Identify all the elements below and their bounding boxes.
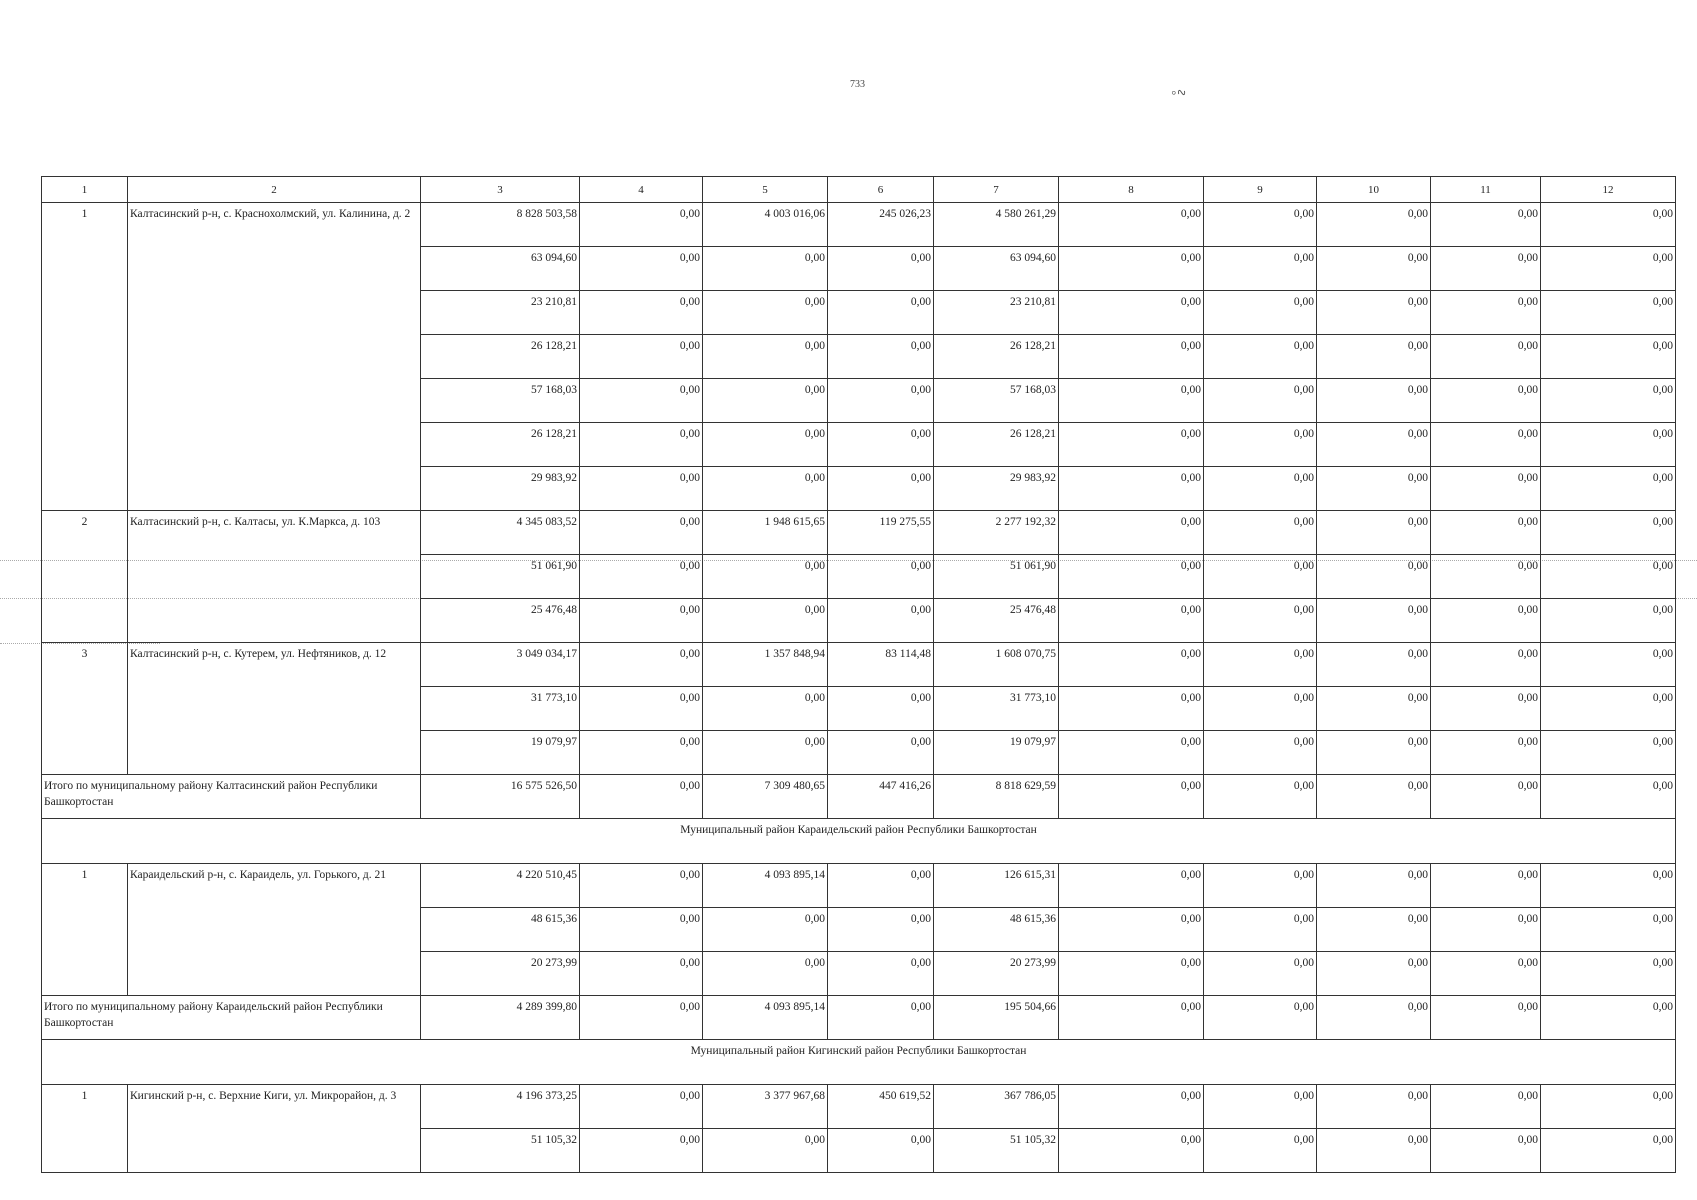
amount-cell: 0,00 xyxy=(1317,467,1431,511)
amount-cell: 31 773,10 xyxy=(934,687,1059,731)
amount-cell: 0,00 xyxy=(1431,1085,1541,1129)
amount-cell: 0,00 xyxy=(828,952,934,996)
amount-cell: 0,00 xyxy=(1059,1085,1204,1129)
amount-cell: 0,00 xyxy=(828,555,934,599)
amount-cell: 0,00 xyxy=(1317,423,1431,467)
amount-cell: 0,00 xyxy=(1431,423,1541,467)
amount-cell: 0,00 xyxy=(828,908,934,952)
amount-cell: 0,00 xyxy=(1204,864,1317,908)
amount-cell: 0,00 xyxy=(1317,379,1431,423)
column-header: 8 xyxy=(1059,177,1204,203)
amount-cell: 0,00 xyxy=(580,599,703,643)
amount-cell: 0,00 xyxy=(828,291,934,335)
amount-cell: 0,00 xyxy=(828,996,934,1040)
amount-cell: 0,00 xyxy=(1431,864,1541,908)
amount-cell: 0,00 xyxy=(1204,908,1317,952)
amount-cell: 119 275,55 xyxy=(828,511,934,555)
amount-cell: 0,00 xyxy=(1059,996,1204,1040)
column-header: 7 xyxy=(934,177,1059,203)
amount-cell: 0,00 xyxy=(1317,996,1431,1040)
amount-cell: 0,00 xyxy=(703,379,828,423)
amount-cell: 1 357 848,94 xyxy=(703,643,828,687)
column-header: 10 xyxy=(1317,177,1431,203)
amount-cell: 0,00 xyxy=(1204,291,1317,335)
amount-cell: 0,00 xyxy=(703,291,828,335)
amount-cell: 0,00 xyxy=(1541,1129,1676,1173)
amount-cell: 4 093 895,14 xyxy=(703,996,828,1040)
amount-cell: 0,00 xyxy=(1317,1085,1431,1129)
amount-cell: 0,00 xyxy=(828,379,934,423)
amount-cell: 0,00 xyxy=(1059,687,1204,731)
column-header: 9 xyxy=(1204,177,1317,203)
amount-cell: 0,00 xyxy=(1204,775,1317,819)
amount-cell: 0,00 xyxy=(1431,467,1541,511)
amount-cell: 447 416,26 xyxy=(828,775,934,819)
amount-cell: 0,00 xyxy=(1541,731,1676,775)
total-label: Итого по муниципальному району Калтасинский район Республики Башкортостан xyxy=(42,775,421,819)
amount-cell: 0,00 xyxy=(1541,467,1676,511)
table-row xyxy=(42,1085,1676,1129)
amount-cell: 0,00 xyxy=(1204,1129,1317,1173)
amount-cell: 51 061,90 xyxy=(421,555,580,599)
amount-cell: 0,00 xyxy=(1059,203,1204,247)
amount-cell: 26 128,21 xyxy=(934,423,1059,467)
amount-cell: 23 210,81 xyxy=(934,291,1059,335)
district-section-row xyxy=(42,819,1676,864)
amount-cell: 0,00 xyxy=(1204,555,1317,599)
amount-cell: 0,00 xyxy=(703,908,828,952)
amount-cell: 0,00 xyxy=(1541,335,1676,379)
amount-cell: 4 220 510,45 xyxy=(421,864,580,908)
amount-cell: 0,00 xyxy=(1059,247,1204,291)
amount-cell: 195 504,66 xyxy=(934,996,1059,1040)
amount-cell: 0,00 xyxy=(1541,555,1676,599)
amount-cell: 0,00 xyxy=(1204,996,1317,1040)
item-number: 1 xyxy=(42,203,128,511)
amount-cell: 0,00 xyxy=(1431,996,1541,1040)
amount-cell: 0,00 xyxy=(580,731,703,775)
amount-cell: 4 289 399,80 xyxy=(421,996,580,1040)
column-header: 5 xyxy=(703,177,828,203)
amount-cell: 0,00 xyxy=(1059,599,1204,643)
amount-cell: 0,00 xyxy=(580,952,703,996)
amount-cell: 0,00 xyxy=(1059,423,1204,467)
amount-cell: 1 948 615,65 xyxy=(703,511,828,555)
table-row xyxy=(42,203,1676,247)
column-header: 1 xyxy=(42,177,128,203)
amount-cell: 0,00 xyxy=(1541,599,1676,643)
amount-cell: 0,00 xyxy=(1541,247,1676,291)
item-number: 1 xyxy=(42,864,128,996)
column-header: 11 xyxy=(1431,177,1541,203)
district-section-title: Муниципальный район Кигинский район Республики Башкортостан xyxy=(42,1040,1676,1085)
amount-cell: 0,00 xyxy=(1059,731,1204,775)
amount-cell: 0,00 xyxy=(1204,687,1317,731)
amount-cell: 0,00 xyxy=(1431,291,1541,335)
table-row xyxy=(42,511,1676,555)
amount-cell: 0,00 xyxy=(828,687,934,731)
amount-cell: 0,00 xyxy=(1431,643,1541,687)
amount-cell: 0,00 xyxy=(1204,247,1317,291)
amount-cell: 4 345 083,52 xyxy=(421,511,580,555)
amount-cell: 19 079,97 xyxy=(934,731,1059,775)
district-section-title: Муниципальный район Караидельский район Республики Башкортостан xyxy=(42,819,1676,864)
amount-cell: 0,00 xyxy=(1431,555,1541,599)
building-address: Кигинский р-н, с. Верхние Киги, ул. Микрорайон, д. 3 xyxy=(128,1085,421,1173)
amount-cell: 0,00 xyxy=(1541,291,1676,335)
amount-cell: 0,00 xyxy=(1317,555,1431,599)
amount-cell: 0,00 xyxy=(1204,203,1317,247)
table-row xyxy=(42,643,1676,687)
amount-cell: 0,00 xyxy=(1317,511,1431,555)
amount-cell: 0,00 xyxy=(828,467,934,511)
amount-cell: 23 210,81 xyxy=(421,291,580,335)
amount-cell: 0,00 xyxy=(580,864,703,908)
amount-cell: 0,00 xyxy=(1059,1129,1204,1173)
amount-cell: 0,00 xyxy=(1541,511,1676,555)
amount-cell: 0,00 xyxy=(580,996,703,1040)
amount-cell: 0,00 xyxy=(703,1129,828,1173)
amount-cell: 245 026,23 xyxy=(828,203,934,247)
amount-cell: 0,00 xyxy=(580,643,703,687)
amount-cell: 0,00 xyxy=(1541,996,1676,1040)
amount-cell: 0,00 xyxy=(1059,864,1204,908)
amount-cell: 8 818 629,59 xyxy=(934,775,1059,819)
amount-cell: 4 196 373,25 xyxy=(421,1085,580,1129)
amount-cell: 0,00 xyxy=(1317,335,1431,379)
amount-cell: 0,00 xyxy=(1317,643,1431,687)
amount-cell: 0,00 xyxy=(1431,1129,1541,1173)
amount-cell: 1 608 070,75 xyxy=(934,643,1059,687)
amount-cell: 7 309 480,65 xyxy=(703,775,828,819)
amount-cell: 0,00 xyxy=(828,864,934,908)
amount-cell: 0,00 xyxy=(1059,511,1204,555)
amount-cell: 0,00 xyxy=(1059,379,1204,423)
amount-cell: 0,00 xyxy=(1317,599,1431,643)
amount-cell: 0,00 xyxy=(1059,775,1204,819)
amount-cell: 0,00 xyxy=(1059,335,1204,379)
amount-cell: 31 773,10 xyxy=(421,687,580,731)
amount-cell: 0,00 xyxy=(1204,423,1317,467)
amount-cell: 0,00 xyxy=(703,335,828,379)
amount-cell: 0,00 xyxy=(1059,467,1204,511)
amount-cell: 0,00 xyxy=(703,952,828,996)
building-address: Калтасинский р-н, с. Краснохолмский, ул. Калинина, д. 2 xyxy=(128,203,421,511)
amount-cell: 0,00 xyxy=(580,1129,703,1173)
amount-cell: 0,00 xyxy=(1431,775,1541,819)
amount-cell: 0,00 xyxy=(1431,687,1541,731)
amount-cell: 29 983,92 xyxy=(934,467,1059,511)
item-number: 3 xyxy=(42,643,128,775)
amount-cell: 0,00 xyxy=(1204,1085,1317,1129)
amount-cell: 0,00 xyxy=(580,423,703,467)
amount-cell: 0,00 xyxy=(1317,203,1431,247)
amount-cell: 51 061,90 xyxy=(934,555,1059,599)
amount-cell: 63 094,60 xyxy=(421,247,580,291)
amount-cell: 0,00 xyxy=(1317,775,1431,819)
district-total-row xyxy=(42,996,1676,1040)
amount-cell: 0,00 xyxy=(1541,864,1676,908)
amount-cell: 29 983,92 xyxy=(421,467,580,511)
amount-cell: 0,00 xyxy=(1204,643,1317,687)
amount-cell: 0,00 xyxy=(1541,908,1676,952)
amount-cell: 0,00 xyxy=(828,731,934,775)
amount-cell: 0,00 xyxy=(580,291,703,335)
column-header: 12 xyxy=(1541,177,1676,203)
column-header: 6 xyxy=(828,177,934,203)
building-address: Калтасинский р-н, с. Калтасы, ул. К.Маркса, д. 103 xyxy=(128,511,421,643)
amount-cell: 0,00 xyxy=(1541,952,1676,996)
amount-cell: 0,00 xyxy=(1431,247,1541,291)
amount-cell: 0,00 xyxy=(1541,1085,1676,1129)
amount-cell: 0,00 xyxy=(703,731,828,775)
amount-cell: 0,00 xyxy=(703,599,828,643)
amount-cell: 0,00 xyxy=(1431,731,1541,775)
amount-cell: 0,00 xyxy=(1317,952,1431,996)
amount-cell: 26 128,21 xyxy=(421,423,580,467)
amount-cell: 0,00 xyxy=(1059,643,1204,687)
item-number: 2 xyxy=(42,511,128,643)
amount-cell: 0,00 xyxy=(1541,379,1676,423)
amount-cell: 63 094,60 xyxy=(934,247,1059,291)
amount-cell: 0,00 xyxy=(580,511,703,555)
amount-cell: 0,00 xyxy=(1204,379,1317,423)
amount-cell: 0,00 xyxy=(1317,864,1431,908)
amount-cell: 0,00 xyxy=(1204,511,1317,555)
amount-cell: 0,00 xyxy=(1317,247,1431,291)
building-address: Калтасинский р-н, с. Кутерем, ул. Нефтяников, д. 12 xyxy=(128,643,421,775)
amount-cell: 0,00 xyxy=(828,599,934,643)
amount-cell: 0,00 xyxy=(1541,203,1676,247)
amount-cell: 0,00 xyxy=(580,379,703,423)
amount-cell: 0,00 xyxy=(703,423,828,467)
total-label: Итого по муниципальному району Караидельский район Республики Башкортостан xyxy=(42,996,421,1040)
amount-cell: 0,00 xyxy=(1541,643,1676,687)
amount-cell: 83 114,48 xyxy=(828,643,934,687)
column-header: 3 xyxy=(421,177,580,203)
item-number: 1 xyxy=(42,1085,128,1173)
amount-cell: 0,00 xyxy=(1541,687,1676,731)
table-body xyxy=(42,177,1676,1173)
amount-cell: 0,00 xyxy=(580,908,703,952)
amount-cell: 0,00 xyxy=(580,1085,703,1129)
page-number: 733 xyxy=(850,79,865,90)
amount-cell: 26 128,21 xyxy=(421,335,580,379)
amount-cell: 0,00 xyxy=(580,775,703,819)
amount-cell: 0,00 xyxy=(1541,775,1676,819)
table-row xyxy=(42,864,1676,908)
amount-cell: 20 273,99 xyxy=(934,952,1059,996)
amount-cell: 48 615,36 xyxy=(421,908,580,952)
amount-cell: 4 093 895,14 xyxy=(703,864,828,908)
amount-cell: 0,00 xyxy=(828,423,934,467)
amount-cell: 16 575 526,50 xyxy=(421,775,580,819)
amount-cell: 0,00 xyxy=(580,247,703,291)
amount-cell: 0,00 xyxy=(1204,335,1317,379)
amount-cell: 0,00 xyxy=(1317,731,1431,775)
column-header: 4 xyxy=(580,177,703,203)
amount-cell: 0,00 xyxy=(1431,335,1541,379)
amount-cell: 57 168,03 xyxy=(421,379,580,423)
amount-cell: 0,00 xyxy=(580,467,703,511)
amount-cell: 0,00 xyxy=(1431,379,1541,423)
amount-cell: 0,00 xyxy=(1317,291,1431,335)
amount-cell: 26 128,21 xyxy=(934,335,1059,379)
column-number-header-row xyxy=(42,177,1676,203)
amount-cell: 0,00 xyxy=(828,1129,934,1173)
amount-cell: 0,00 xyxy=(1317,908,1431,952)
amount-cell: 0,00 xyxy=(1204,731,1317,775)
amount-cell: 0,00 xyxy=(1541,423,1676,467)
building-address: Караидельский р-н, с. Караидель, ул. Горького, д. 21 xyxy=(128,864,421,996)
amount-cell: 25 476,48 xyxy=(421,599,580,643)
amount-cell: 0,00 xyxy=(703,687,828,731)
amount-cell: 0,00 xyxy=(1431,511,1541,555)
amount-cell: 0,00 xyxy=(1317,687,1431,731)
amount-cell: 0,00 xyxy=(1431,203,1541,247)
amount-cell: 4 003 016,06 xyxy=(703,203,828,247)
amount-cell: 51 105,32 xyxy=(421,1129,580,1173)
amount-cell: 0,00 xyxy=(1204,599,1317,643)
amount-cell: 0,00 xyxy=(580,335,703,379)
amount-cell: 19 079,97 xyxy=(421,731,580,775)
amount-cell: 48 615,36 xyxy=(934,908,1059,952)
amount-cell: 0,00 xyxy=(1317,1129,1431,1173)
district-total-row xyxy=(42,775,1676,819)
amount-cell: 25 476,48 xyxy=(934,599,1059,643)
amount-cell: 51 105,32 xyxy=(934,1129,1059,1173)
amount-cell: 0,00 xyxy=(1059,555,1204,599)
budget-allocation-table xyxy=(41,176,1676,1173)
amount-cell: 0,00 xyxy=(580,203,703,247)
column-header: 2 xyxy=(128,177,421,203)
amount-cell: 0,00 xyxy=(703,467,828,511)
amount-cell: 126 615,31 xyxy=(934,864,1059,908)
amount-cell: 8 828 503,58 xyxy=(421,203,580,247)
amount-cell: 3 377 967,68 xyxy=(703,1085,828,1129)
amount-cell: 0,00 xyxy=(1431,908,1541,952)
amount-cell: 2 277 192,32 xyxy=(934,511,1059,555)
amount-cell: 3 049 034,17 xyxy=(421,643,580,687)
amount-cell: 4 580 261,29 xyxy=(934,203,1059,247)
amount-cell: 0,00 xyxy=(828,335,934,379)
scan-artifact-mark: °∿ xyxy=(1169,83,1189,103)
amount-cell: 367 786,05 xyxy=(934,1085,1059,1129)
amount-cell: 57 168,03 xyxy=(934,379,1059,423)
amount-cell: 450 619,52 xyxy=(828,1085,934,1129)
amount-cell: 0,00 xyxy=(1431,952,1541,996)
amount-cell: 0,00 xyxy=(1059,291,1204,335)
amount-cell: 0,00 xyxy=(1059,952,1204,996)
amount-cell: 20 273,99 xyxy=(421,952,580,996)
district-section-row xyxy=(42,1040,1676,1085)
amount-cell: 0,00 xyxy=(1431,599,1541,643)
amount-cell: 0,00 xyxy=(1059,908,1204,952)
amount-cell: 0,00 xyxy=(580,687,703,731)
amount-cell: 0,00 xyxy=(580,555,703,599)
amount-cell: 0,00 xyxy=(828,247,934,291)
amount-cell: 0,00 xyxy=(703,555,828,599)
amount-cell: 0,00 xyxy=(1204,467,1317,511)
amount-cell: 0,00 xyxy=(1204,952,1317,996)
amount-cell: 0,00 xyxy=(703,247,828,291)
